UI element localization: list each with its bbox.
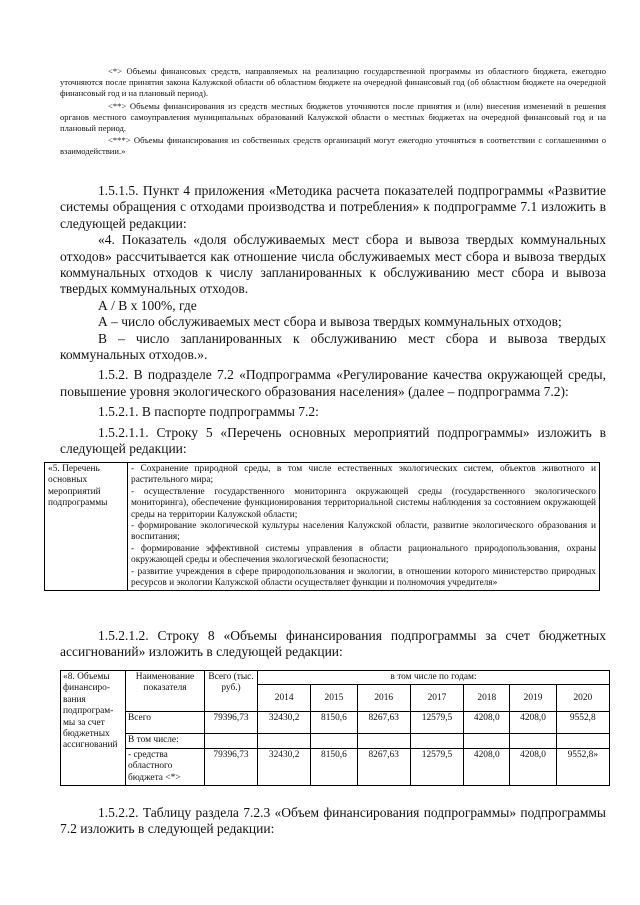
footnotes: [60, 66, 606, 159]
activities-label: «5. Перечень основных мероприятий подпрограммы: [45, 463, 128, 591]
col-name-header: Наименование показателя: [126, 671, 205, 712]
year-header: 2015: [311, 685, 357, 712]
definition-a: А – число обслуживаемых мест сбора и вывоза твердых коммунальных отходов;: [98, 314, 562, 330]
paragraph-1-5-2-2: 1.5.2.2. Таблицу раздела 7.2.3 «Объем финансирования подпрограммы» подпрограммы 7.2 изложить в следующей редакции:: [60, 805, 606, 837]
footnote-2: <**> Объемы финансирования из средств местных бюджетов уточняются после принятия и (или) внесения изменений в решения органов местного самоуправления муниципальных образований Калужской области о местных бюджетах на очередной финансовый год и на плановый период.: [60, 100, 606, 134]
cell-value: 32430,2: [258, 748, 311, 785]
year-header: 2017: [410, 685, 463, 712]
year-header: 2019: [510, 685, 556, 712]
year-header: 2018: [464, 685, 510, 712]
footnote-3: <***> Объемы финансирования из собственных средств организаций могут ежегодно уточняться в соответствии с соглашениями о взаимодействии.»: [60, 135, 606, 157]
cell-value: 4208,0: [464, 748, 510, 785]
row-incl-label: В том числе:: [126, 734, 205, 748]
activities-table: [44, 462, 600, 591]
paragraph-1-5-2: 1.5.2. В подразделе 7.2 «Подпрограмма «Регулирование качества окружающей среды, повышение уровня экологического образования населения» (далее – подпрограмма 7.2):: [60, 367, 606, 399]
paragraph-1-5-2-1-1: 1.5.2.1.1. Строку 5 «Перечень основных мероприятий подпрограммы» изложить в следующей редакции:: [60, 424, 606, 457]
cell-value: 8267,63: [357, 712, 410, 734]
cell-value: 12579,5: [410, 712, 463, 734]
col-total-header: Всего (тыс. руб.): [205, 671, 258, 712]
activity-item: - развитие учреждения в сфере природопользования и экологии, в отношении которого министерство природных ресурсов и экологии Калужской области осуществляет функции и полномочия учредителя»: [131, 566, 596, 589]
paragraph-1-5-1-5: 1.5.1.5. Пункт 4 приложения «Методика расчета показателей подпрограммы «Развитие системы обращения с отходами производства и потребления» к подпрограмме 7.1 изложить в следующей редакции:: [60, 183, 606, 231]
section-3: [60, 805, 606, 838]
year-header: 2014: [258, 685, 311, 712]
cell-value: 9552,8: [556, 712, 609, 734]
financing-table: [60, 670, 610, 786]
cell-value: 4208,0: [510, 748, 556, 785]
section-2: [60, 628, 606, 661]
year-header: 2016: [357, 685, 410, 712]
col-years-header: в том числе по годам:: [258, 671, 610, 685]
activities-list: [128, 463, 600, 591]
cell-value: 8267,63: [357, 748, 410, 785]
year-header: 2020: [556, 685, 609, 712]
row-total-sum: 79396,73: [205, 712, 258, 734]
cell-value: 8150,6: [311, 748, 357, 785]
cell-value: 9552,8»: [556, 748, 609, 785]
cell-value: 8150,6: [311, 712, 357, 734]
cell-value: 12579,5: [410, 748, 463, 785]
activity-item: - осуществление государственного мониторинга окружающей среды (государственного экологического мониторинга), обеспечение функционирования территориальной системы наблюдения за состоянием окружающей среды на территории Калужской области;: [131, 486, 596, 520]
activity-item: - формирование экологической культуры населения Калужской области, развитие экологического образования и воспитания;: [131, 521, 596, 543]
cell-value: 4208,0: [510, 712, 556, 734]
cell-value: 4208,0: [464, 712, 510, 734]
activity-item: - Сохранение природной среды, в том числе естественных экологических систем, объектов животного и растительного мира;: [131, 464, 596, 486]
footnote-1: <*> Объемы финансовых средств, направляемых на реализацию государственной программы из областного бюджета, ежегодно уточняются после принятия закона Калужской области об областном бюджете на очередной финансовый год (об областном бюджете на очередной финансовый год и на плановый период).: [60, 66, 606, 99]
activity-item: - формирование эффективной системы управления в области рационального природопользования, охраны окружающей среды и обеспечения экологической безопасности;: [131, 543, 596, 566]
definition-b: В – число запланированных к обслуживанию мест сбора и вывоза твердых коммунальных отходов.».: [60, 330, 606, 363]
cell-value: 32430,2: [258, 712, 311, 734]
financing-label: «8. Объемы финансиро-вания подпрограм-мы за счет бюджетных ассигнований: [61, 671, 126, 786]
paragraph-1-5-2-1: 1.5.2.1. В паспорте подпрограммы 7.2:: [98, 404, 319, 420]
row-total-name: Всего: [126, 712, 205, 734]
row-budget-sum: 79396,73: [205, 748, 258, 785]
section-1: [60, 183, 606, 458]
row-budget-name: - средства областного бюджета <*>: [126, 748, 205, 785]
paragraph-1-5-2-1-2: 1.5.2.1.2. Строку 8 «Объемы финансирования подпрограммы за счет бюджетных ассигнований» изложить в следующей редакции:: [60, 628, 606, 660]
formula: А / В х 100%, где: [98, 297, 197, 313]
paragraph-indicator-4: «4. Показатель «доля обслуживаемых мест сбора и вывоза твердых коммунальных отходов» рассчитывается как отношение числа обслуживаемых мест сбора и вывоза твердых коммунальных отходов к числу запланированных к обслуживанию мест сбора и вывоза твердых коммунальных отходов.: [60, 232, 606, 297]
